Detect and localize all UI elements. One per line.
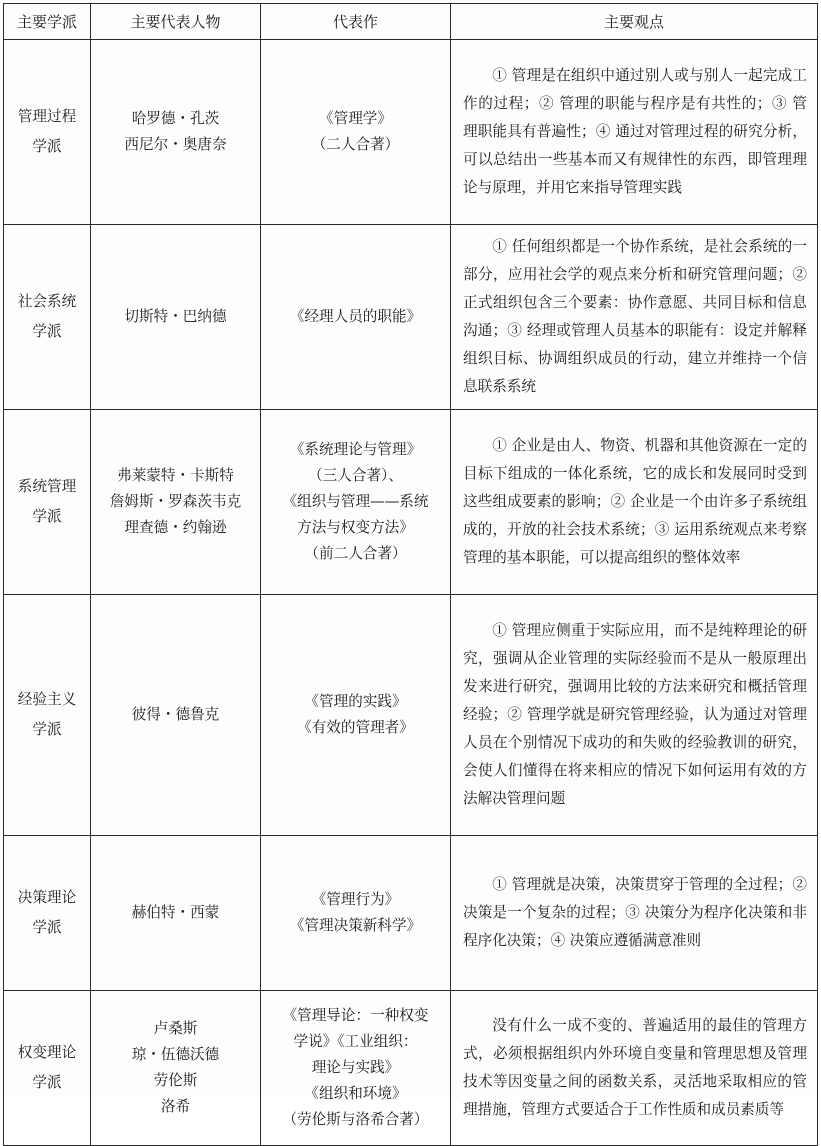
work-title-line: 《有效的管理者》: [297, 719, 414, 736]
work-title-line: 《管理导论：一种权变: [282, 1007, 429, 1024]
work-title-line: 《经理人员的职能》: [289, 308, 422, 325]
table-row: [4, 991, 818, 1146]
work-title-line: 《管理的实践》: [304, 693, 407, 710]
work-title-line: 《管理学》: [319, 110, 392, 127]
header-school: 主要学派: [4, 4, 91, 40]
person-name: 切斯特・巴纳德: [124, 308, 227, 325]
work-title-line: 《管理行为》: [311, 891, 400, 908]
work-title-line: （前二人合著）: [304, 545, 407, 562]
work-title-line: （二人合著）: [311, 136, 400, 153]
school-name-line: 学派: [32, 323, 62, 340]
school-cell: [4, 991, 91, 1146]
school-name-line: 学派: [32, 721, 62, 738]
school-cell: [4, 595, 91, 836]
person-name: 理查德・约翰逊: [124, 519, 227, 536]
works-cell: [261, 225, 451, 410]
management-schools-table: [3, 3, 818, 1146]
views-cell: ① 企业是由人、物资、机器和其他资源在一定的目标下组成的一体化系统，它的成长和发展同时受到这些组成要素的影响；② 企业是一个由许多子系统组成的，开放的社会技术系统；③ 运用系统观点来考察管理的基本职能，可以提高组织的整体效率: [451, 410, 818, 595]
table-row: [4, 225, 818, 410]
representatives-cell: [91, 836, 261, 991]
views-cell: ① 管理就是决策，决策贯穿于管理的全过程；② 决策是一个复杂的过程；③ 决策分为程序化决策和非程序化决策；④ 决策应遵循满意准则: [451, 836, 818, 991]
person-name: 卢桑斯: [153, 1020, 198, 1037]
work-title-line: 理论与实践》: [311, 1059, 400, 1076]
header-representatives: 主要代表人物: [91, 4, 261, 40]
person-name: 彼得・德鲁克: [131, 706, 220, 723]
person-name: 劳伦斯: [153, 1072, 198, 1089]
school-name-line: 社会系统: [17, 293, 77, 310]
school-name-line: 管理过程: [17, 108, 77, 125]
school-cell: [4, 410, 91, 595]
school-name-line: 权变理论: [17, 1044, 77, 1061]
person-name: 洛希: [160, 1098, 191, 1115]
representatives-cell: [91, 225, 261, 410]
header-works: 代表作: [261, 4, 451, 40]
table-row: [4, 836, 818, 991]
work-title-line: 学说》《工业组织：: [293, 1033, 418, 1050]
school-name-line: 学派: [32, 138, 62, 155]
work-title-line: 《系统理论与管理》: [289, 441, 422, 458]
table-row: [4, 410, 818, 595]
school-name-line: 决策理论: [17, 889, 77, 906]
school-cell: [4, 225, 91, 410]
work-title-line: （劳伦斯与洛希合著）: [282, 1111, 429, 1128]
school-name-line: 经验主义: [17, 691, 77, 708]
work-title-line: 《组织和环境》: [304, 1085, 407, 1102]
person-name: 哈罗德・孔茨: [131, 110, 220, 127]
school-cell: [4, 836, 91, 991]
table-header-row: [4, 4, 818, 40]
person-name: 琼・伍德沃德: [131, 1046, 220, 1063]
works-cell: [261, 40, 451, 225]
representatives-cell: [91, 595, 261, 836]
school-cell: [4, 40, 91, 225]
table-row: [4, 595, 818, 836]
works-cell: [261, 836, 451, 991]
representatives-cell: [91, 40, 261, 225]
table-row: [4, 40, 818, 225]
school-name-line: 学派: [32, 919, 62, 936]
person-name: 詹姆斯・罗森茨韦克: [109, 493, 242, 510]
works-cell: [261, 595, 451, 836]
work-title-line: （三人合著）、: [308, 467, 403, 484]
person-name: 赫伯特・西蒙: [131, 904, 220, 921]
work-title-line: 《组织与管理——系统: [282, 493, 429, 510]
views-cell: 没有什么一成不变的、普遍适用的最佳的管理方式，必须根据组织内外环境自变量和管理思想及管理技术等因变量之间的函数关系，灵活地采取相应的管理措施，管理方式要适合于工作性质和成员素质等: [451, 991, 818, 1146]
views-cell: ① 任何组织都是一个协作系统，是社会系统的一部分，应用社会学的观点来分析和研究管理问题；② 正式组织包含三个要素：协作意愿、共同目标和信息沟通；③ 经理或管理人员基本的职能有：设定并解释组织目标、协调组织成员的行动，建立并维持一个信息联系系统: [451, 225, 818, 410]
header-views: 主要观点: [451, 4, 818, 40]
works-cell: [261, 991, 451, 1146]
work-title-line: 《管理决策新科学》: [289, 917, 422, 934]
school-name-line: 学派: [32, 1074, 62, 1091]
works-cell: [261, 410, 451, 595]
person-name: 西尼尔・奥唐奈: [124, 136, 227, 153]
views-cell: ① 管理是在组织中通过别人或与别人一起完成工作的过程；② 管理的职能与程序是有共性的；③ 管理职能具有普遍性；④ 通过对管理过程的研究分析，可以总结出一些基本而又有规律性的东西，即管理理论与原理，并用它来指导管理实践: [451, 40, 818, 225]
work-title-line: 方法与权变方法》: [297, 519, 414, 536]
representatives-cell: [91, 410, 261, 595]
person-name: 弗莱蒙特・卡斯特: [117, 467, 234, 484]
views-cell: ① 管理应侧重于实际应用，而不是纯粹理论的研究，强调从企业管理的实际经验而不是从一般原理出发来进行研究，强调用比较的方法来研究和概括管理经验；② 管理学就是研究管理经验，认为通过对管理人员在个别情况下成功的和失败的经验教训的研究，会使人们懂得在将来相应的情况下如何运用有效的方法解决管理问题: [451, 595, 818, 836]
school-name-line: 系统管理: [17, 478, 77, 495]
school-name-line: 学派: [32, 508, 62, 525]
representatives-cell: [91, 991, 261, 1146]
